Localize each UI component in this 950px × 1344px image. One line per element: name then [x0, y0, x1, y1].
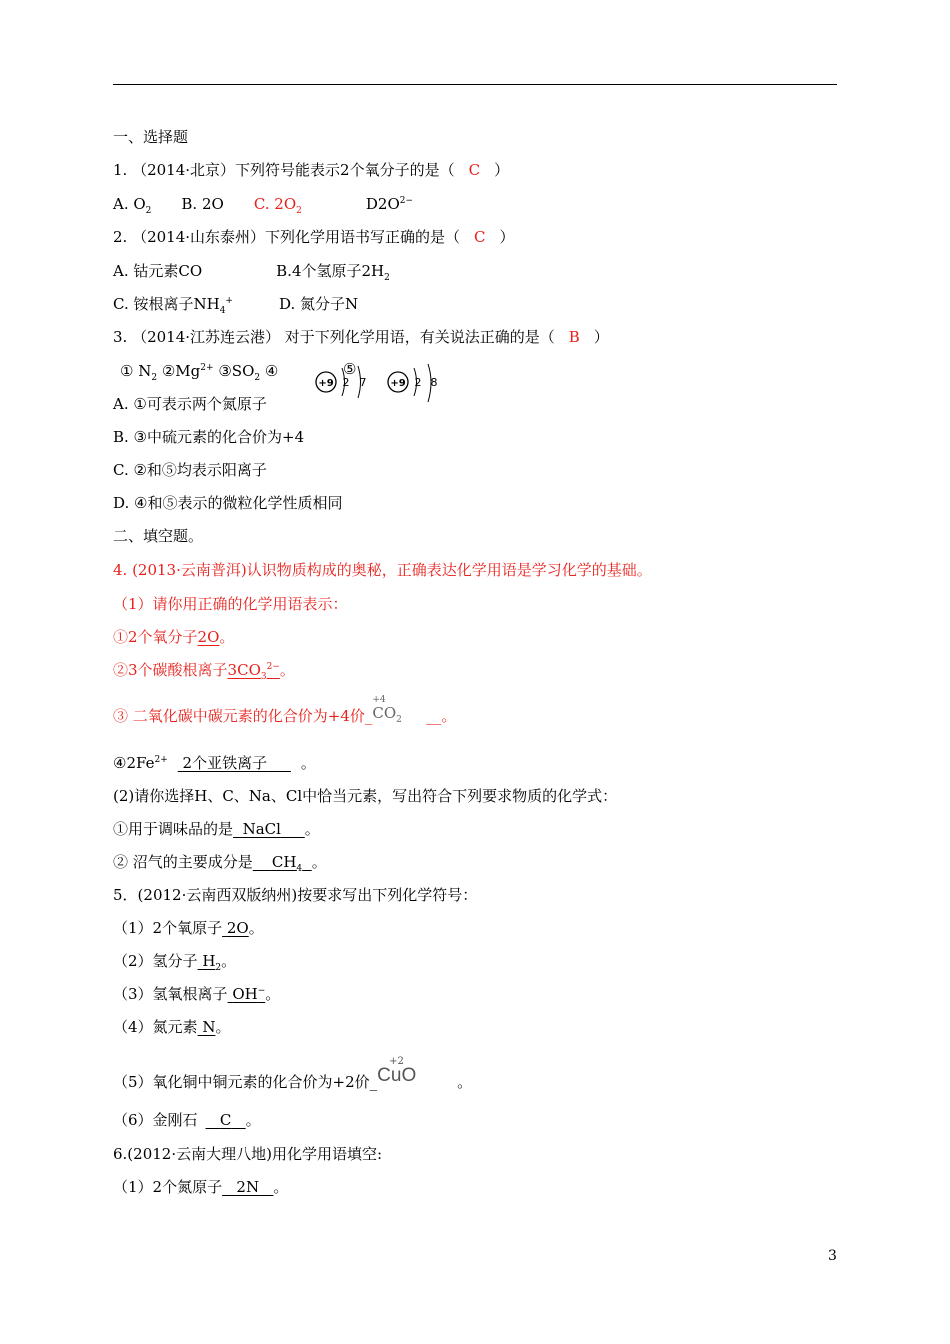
q2-options-cd — [113, 294, 358, 314]
q5-stem: 5．(2012·云南西双版纳州)按要求写出下列化学符号： — [113, 886, 478, 904]
q1-opt-d: $D2O^{2-}$ — [365, 195, 414, 213]
atom-diagram-4 — [316, 366, 367, 398]
q3-sym-1: ① $N_2$ — [120, 362, 158, 383]
q4-stem: 4. (2013·云南普洱)认识物质构成的奥秘，正确表达化学用语是学习化学的基础。 — [113, 561, 652, 579]
q1-stem-text: 1. （2014·北京）下列符号能表示2个氧分子的是（ — [113, 161, 455, 179]
q4-j-2: ② 沼气的主要成分是 $CH_4$ 。 — [113, 853, 327, 874]
atom4-shell-1: 2 — [342, 376, 350, 389]
q4-j-1: ①用于调味品的是 NaCl 。 — [113, 820, 320, 838]
q4-item-4: $④2Fe^{2+}$ 2个亚铁离子 。 — [113, 754, 316, 772]
q4-item-2-answer: $3CO_3^{2-}$ — [227, 661, 280, 682]
q2-opt-d: D. 氮分子N — [278, 295, 359, 313]
q6-b-1: （1）2个氮原子 2N 。 — [113, 1178, 289, 1196]
atom-structure-diagrams — [314, 360, 444, 408]
q2-close: ） — [499, 228, 515, 246]
q1-opt-b: B. 2O — [181, 195, 224, 213]
q4-j-2-answer: $CH_4$ — [271, 853, 303, 874]
q1-options — [113, 194, 413, 214]
q4-j-1-answer: NaCl — [242, 820, 281, 838]
q5-a-1-answer: 2O — [226, 919, 249, 937]
q3-close: ） — [593, 328, 609, 346]
q2-opt-b: B.4个氢原子$2H_2$ — [276, 262, 390, 283]
q4-item-3-answer: +4 $CO_2$ — [372, 695, 402, 725]
q1-stem — [113, 160, 509, 180]
header-rule — [113, 84, 837, 85]
q1-opt-a: A. $O_2$ — [113, 195, 152, 216]
q2-stem — [113, 227, 515, 247]
q2-opt-a: A. 钴元素CO — [113, 262, 203, 280]
q3-answer: B — [568, 328, 580, 346]
q2-stem-text: 2. （2014·山东泰州）下列化学用语书写正确的是（ — [113, 228, 461, 246]
q3-sym-3: $③SO_2$ — [218, 362, 261, 383]
section-title-fill: 二、填空题。 — [113, 527, 204, 545]
q5-a-3: （3）氢氧根离子 OH−。 — [113, 985, 281, 1003]
q4-item-3: ③ 二氧化碳中碳元素的化合价为+4价_ +4 $CO_2$ __。 — [113, 695, 457, 725]
q2-opt-c: C. 铵根离子$NH_4^+$ — [113, 295, 233, 316]
q3-symbols — [120, 361, 278, 381]
atom4-shell-2: 7 — [359, 376, 367, 389]
q5-a-6-answer: C — [219, 1111, 232, 1129]
q1-answer: C — [468, 161, 481, 179]
atom5-nucleus: +9 — [390, 378, 406, 389]
q3-sym-4: ④ — [264, 362, 279, 380]
section-title-choice: 一、选择题 — [113, 128, 189, 146]
q6-b-1-answer: 2N — [236, 1178, 260, 1196]
q2-answer: C — [474, 228, 486, 246]
page-number: 3 — [828, 1248, 837, 1264]
q4-item-1-answer: 2O — [197, 628, 220, 646]
q3-opt-d: D. ④和⑤表示的微粒化学性质相同 — [113, 494, 343, 512]
q1-close: ） — [494, 161, 510, 179]
q5-a-3-answer: OH− — [232, 985, 266, 1003]
q1-opt-c: C. $2O_2$ — [253, 195, 302, 216]
q3-stem — [113, 327, 609, 347]
q4-part2: (2)请你选择H、C、Na、Cl中恰当元素，写出符合下列要求物质的化学式： — [113, 787, 618, 805]
q3-sym-2: $②Mg^{2+}$ — [161, 362, 214, 380]
q4-part1: （1）请你用正确的化学用语表示： — [113, 595, 348, 613]
q3-opt-a: A. ①可表示两个氮原子 — [113, 395, 267, 413]
q4-item-2: ②3个碳酸根离子$3CO_3^{2-}$。 — [113, 661, 295, 682]
atom5-shell-2: 8 — [430, 376, 438, 389]
q5-a-2: （2）氢分子 $H_2$。 — [113, 952, 237, 973]
q5-a-1: （1）2个氧原子 2O。 — [113, 919, 264, 937]
q4-item-4-answer: 2个亚铁离子 — [182, 754, 268, 772]
q3-opt-c: C. ②和⑤均表示阳离子 — [113, 461, 267, 479]
q5-a-4-answer: N — [202, 1018, 216, 1036]
q3-sym-5: ⑤ — [343, 360, 357, 378]
atom5-shell-1: 2 — [414, 376, 422, 389]
q3-opt-b: B. ③中硫元素的化合价为+4 — [113, 428, 305, 446]
q4-item-1: ①2个氧分子2O。 — [113, 628, 235, 646]
q5-a-6: （6）金刚石 C 。 — [113, 1111, 261, 1129]
q5-a-2-answer: $H_2$ — [202, 952, 222, 973]
q5-a-5-answer: +2 CuO — [377, 1056, 417, 1086]
q6-stem: 6.(2012·云南大理八地)用化学用语填空: — [113, 1145, 383, 1163]
q2-options-ab — [113, 261, 390, 281]
atom-diagram-5 — [388, 364, 438, 402]
q5-a-5: （5）氧化铜中铜元素的化合价为+2价_ +2 CuO 。 — [113, 1056, 473, 1091]
q5-a-4: （4）氮元素 N。 — [113, 1018, 231, 1036]
atom4-nucleus: +9 — [318, 378, 334, 389]
q3-stem-text: 3. （2014·江苏连云港） 对于下列化学用语，有关说法正确的是（ — [113, 328, 555, 346]
